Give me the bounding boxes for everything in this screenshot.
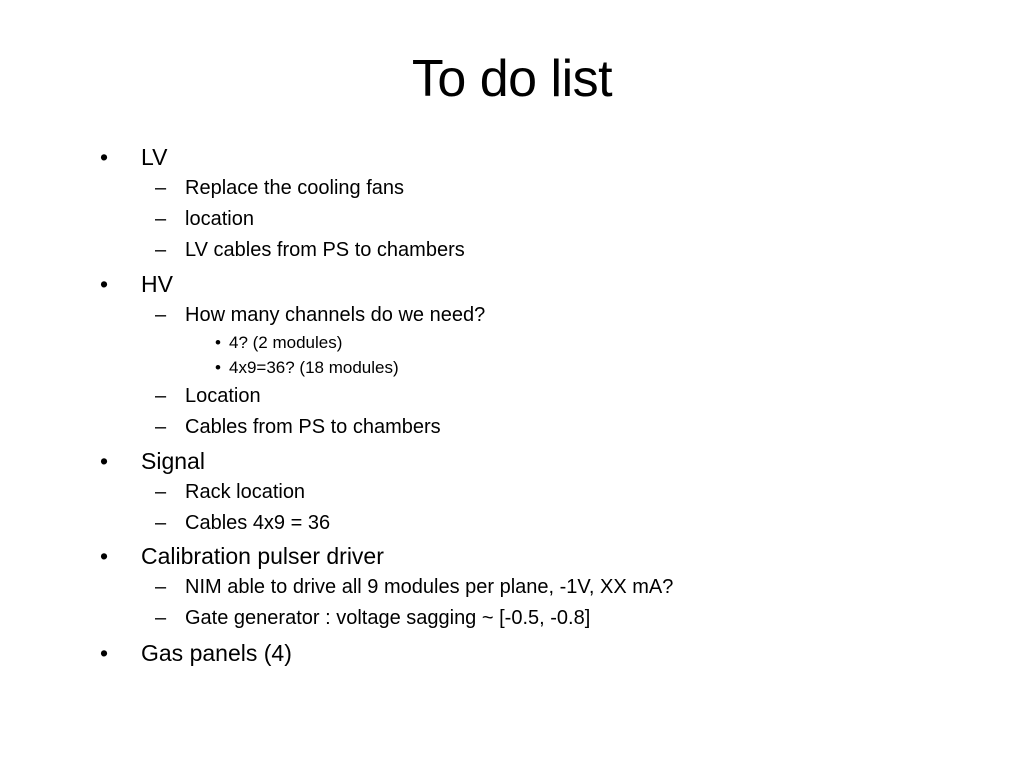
list-item: 4x9=36? (18 modules) [229, 358, 399, 377]
list-item: Cables from PS to chambers [185, 416, 441, 438]
dash-marker: – [155, 177, 167, 199]
sub-bullet-marker: • [215, 333, 221, 352]
list-item: Gas panels (4) [141, 640, 292, 666]
list-item: Cables 4x9 = 36 [185, 512, 331, 534]
dash-marker: – [155, 304, 167, 326]
list-item: LV cables from PS to chambers [185, 239, 465, 261]
dash-marker: – [155, 481, 167, 503]
dash-marker: – [155, 576, 167, 598]
bullet-marker: • [100, 543, 109, 569]
list-item: LV [141, 144, 168, 170]
list-item: 4? (2 modules) [229, 333, 343, 352]
list-item: location [185, 208, 254, 230]
bullet-marker: • [100, 144, 109, 170]
dash-marker: – [155, 239, 167, 261]
list-item: Rack location [185, 481, 306, 503]
dash-marker: – [155, 385, 167, 407]
list-item: NIM able to drive all 9 modules per plane, -1V, XX mA? [185, 576, 674, 598]
dash-marker: – [155, 607, 167, 629]
list-item: Calibration pulser driver [141, 543, 384, 569]
bullet-marker: • [100, 448, 109, 474]
bullet-marker: • [100, 640, 109, 666]
list-item: Signal [141, 448, 205, 474]
slide-title: To do list [411, 50, 613, 108]
dash-marker: – [155, 208, 167, 230]
list-item: HV [141, 271, 173, 297]
sub-bullet-marker: • [215, 358, 221, 377]
dash-marker: – [155, 416, 167, 438]
list-item: Gate generator : voltage sagging ~ [-0.5, -0.8] [185, 607, 591, 629]
list-item: Location [185, 385, 261, 407]
list-item: Replace the cooling fans [185, 177, 405, 199]
list-item: How many channels do we need? [185, 304, 486, 326]
bullet-marker: • [100, 271, 109, 297]
dash-marker: – [155, 512, 167, 534]
